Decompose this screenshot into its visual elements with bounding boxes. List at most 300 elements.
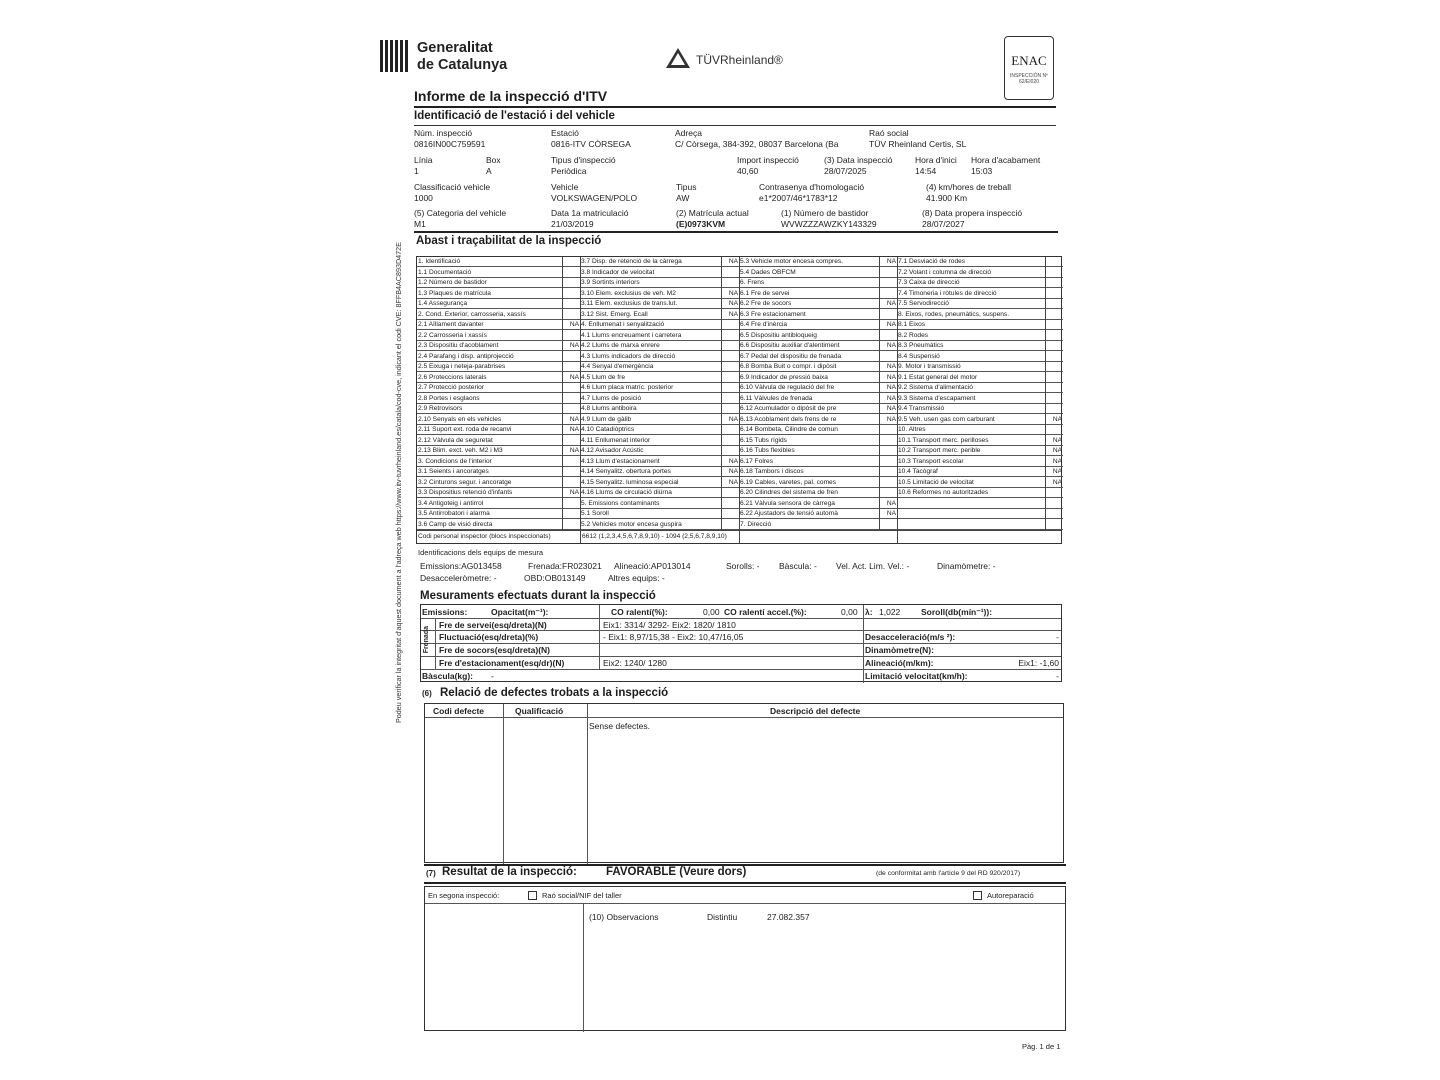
right-measure-label: Alineació(m/km):: [865, 658, 934, 668]
scope-item-na: NA: [886, 394, 896, 402]
scope-item: [897, 383, 1063, 393]
scope-item: [739, 425, 897, 435]
scope-item-na: NA: [1052, 447, 1062, 454]
frenada-label: Frenada: [423, 626, 430, 654]
page-number: Pàg. 1 de 1: [1022, 1042, 1061, 1051]
scope-item: [417, 499, 580, 509]
scope-item-na: NA: [569, 321, 579, 328]
equip-id: Dinamòmetre: -: [937, 561, 996, 571]
scope-item-label: 4.13 Llum d'estacionament: [581, 457, 660, 465]
scope-item-na: NA: [728, 310, 738, 318]
equip-id: Desacceleròmetre: -: [420, 573, 497, 583]
scope-item-na: NA: [886, 499, 896, 507]
scope-item-label: 1. Identificació: [418, 258, 461, 265]
scope-item: [417, 520, 580, 530]
scope-item-label: 6.9 Indicador de pressió baixa: [740, 373, 828, 381]
scope-item-label: 6.7 Pedal del dispositiu de frenada: [740, 352, 842, 360]
scope-item-na: NA: [1052, 468, 1062, 475]
ident-label: Adreça: [675, 128, 702, 138]
scope-item: [739, 415, 897, 425]
ident-label: Línia: [414, 155, 433, 165]
ident-value: A: [486, 166, 492, 176]
ident-value: VOLKSWAGEN/POLO: [551, 193, 638, 203]
scope-item-label: 4.15 Senyalitz. luminosa especial: [581, 478, 679, 486]
ident-label: (5) Categoria del vehicle: [414, 208, 507, 218]
scope-item-na: NA: [569, 489, 579, 496]
scope-item: [417, 394, 580, 404]
scope-item: [897, 457, 1063, 467]
scope-item: [897, 331, 1063, 341]
scope-item: [580, 331, 739, 341]
scope-item-label: 4.10 Catadiòptrics: [581, 426, 635, 433]
distintiu-value: 27.082.357: [767, 912, 810, 922]
scope-item-na: NA: [886, 300, 896, 307]
scope-item: [739, 373, 897, 383]
measurements-box: Emissions: Opacitat(m⁻¹): CO ralentí(%): 0,00 CO ralentí accel.(%): 0,00 λ: 1,022 Soroll(db(mín⁻¹)): Bàscula(kg): - Fre de servei(esq/dreta)(N) Eix1: 3314/ 3292- Eix2: 1820/ 1810 Fluctuació(esq/dreta)(%) - Eix1: 8,97/15,38 - Eix2: 10,47/16,05 Fre de socors(esq/dreta)(N) Fre d'estacionament(esq/dr)(N) Eix2: 1240/ 1280 Desacceleració(m/s ²): - Dinamòmetre(N): Alineació(m/km): Eix1: -1,60 Limitació velocitat(km/h): -: [420, 604, 1062, 682]
brake-measure-value: Eix2: 1240/ 1280: [603, 658, 667, 668]
scope-item-label: 10.6 Reformes no autoritzades: [898, 489, 989, 496]
scope-item: [897, 467, 1063, 477]
scope-item-label: 3.1 Seients i ancoratges: [418, 468, 489, 475]
scope-item-na: NA: [886, 321, 896, 328]
scope-item: [580, 436, 739, 446]
scope-item-label: 2.5 Eixuga i neteja-parabrises: [418, 363, 506, 370]
scope-item: [739, 278, 897, 288]
scope-item-label: 6.6 Dispositiu auxiliar d'alentiment: [740, 342, 840, 349]
scope-item-label: 4.14 Senyalitz. obertura portes: [581, 468, 671, 475]
scope-item: [417, 331, 580, 341]
scope-item: [580, 467, 739, 477]
scope-item: [580, 289, 739, 299]
scope-item-na: NA: [569, 373, 579, 381]
scope-item-label: 9.4 Transmissió: [898, 405, 945, 412]
abast-section-title: Abast i traçabilitat de la inspecció: [416, 235, 602, 247]
brake-measure-value: Eix1: 3314/ 3292- Eix2: 1820/ 1810: [603, 620, 736, 630]
brake-measure-value: - Eix1: 8,97/15,38 - Eix2: 10,47/16,05: [603, 632, 744, 642]
ident-label: (8) Data propera inspecció: [922, 208, 1023, 218]
scope-item-label: 10.4 Tacògraf: [898, 468, 938, 475]
scope-item: [580, 415, 739, 425]
scope-item: [739, 383, 897, 393]
ident-value: 14:54: [915, 166, 937, 176]
scope-column: [417, 257, 580, 543]
autoreparacio-checkbox[interactable]: [973, 891, 982, 900]
scope-item-label: 3.2 Cinturons segur. i ancoratge: [418, 478, 512, 486]
scope-item-label: 2.4 Parafang i disp. antiprojecció: [418, 352, 514, 360]
ident-value: WVWZZZAWZKY143329: [781, 219, 877, 229]
scope-item-label: 5.4 Dades OBFCM: [740, 268, 796, 276]
scope-item: [739, 446, 897, 456]
scope-item: [739, 320, 897, 330]
scope-item: [739, 331, 897, 341]
scope-item: [417, 352, 580, 362]
scope-column: [897, 257, 1063, 543]
ident-value: 1000: [414, 193, 433, 203]
brake-measure-label: Fre de servei(esq/dreta)(N): [439, 620, 547, 630]
scope-item-na: NA: [569, 342, 579, 349]
inspector-code-label: Codi personal inspector (blocs inspeccionats): [418, 533, 551, 540]
ident-label: (4) km/hores de treball: [926, 182, 1012, 192]
scope-item: [897, 278, 1063, 288]
scope-item: [739, 310, 897, 320]
scope-item-label: 3. Condicions de l'interior: [418, 457, 492, 465]
scope-item-na: NA: [886, 373, 896, 381]
scope-item-label: 2.11 Suport ext. roda de recanvi: [418, 426, 512, 433]
scope-item: [739, 467, 897, 477]
ident-label: Box: [486, 155, 501, 165]
equip-id: Sorolls: -: [726, 561, 760, 571]
defects-text: Sense defectes.: [589, 721, 650, 731]
scope-item-label: 8.4 Suspensió: [898, 352, 940, 360]
scope-item-label: 7.3 Caixa de direcció: [898, 279, 960, 286]
scope-item-label: 10. Altres: [898, 426, 926, 433]
scope-item-label: 2.2 Carrosseria i xassís: [418, 331, 487, 339]
scope-item-label: 6.3 Fre estacionament: [740, 310, 806, 318]
ident-value: TÜV Rheinland Certis, SL: [869, 139, 967, 149]
ident-label: Tipus d'inspecció: [551, 155, 616, 165]
scope-item-label: 6.11 Vàlvules de frenada: [740, 394, 813, 402]
observacions-label: (10) Observacions: [589, 912, 659, 922]
ident-label: Classificació vehicle: [414, 182, 491, 192]
result-label: Resultat de la inspecció:: [442, 866, 577, 878]
right-measure-label: Desacceleració(m/s ²):: [865, 632, 956, 642]
scope-item: [417, 509, 580, 519]
scope-item: [739, 478, 897, 488]
distintiu-label: Distintiu: [707, 912, 738, 922]
scope-item-label: 2.7 Protecció posterior: [418, 384, 484, 391]
scope-item: [897, 425, 1063, 435]
equip-id: OBD:OB013149: [524, 573, 586, 583]
scope-item-label: 10.1 Transport merc. perilloses: [898, 436, 989, 444]
equip-id: Alineació:AP013014: [614, 561, 691, 571]
scope-item-label: 8.2 Rodes: [898, 331, 929, 339]
ident-value: 41.900 Km: [926, 193, 968, 203]
scope-item-label: 6.8 Bomba Buit o compr. i dipòsit: [740, 363, 837, 370]
inspector-code-values: 6612 (1,2,3,4,5,6,7,8,9,10) - 1094 (2,5,6,7,8,9,10): [582, 533, 727, 540]
scope-item: [580, 299, 739, 309]
scope-item: [417, 488, 580, 498]
ident-label: Vehicle: [551, 182, 579, 192]
scope-item: [739, 299, 897, 309]
ident-value: Periòdica: [551, 166, 587, 176]
scope-item: [897, 415, 1063, 425]
ident-value: 40,60: [737, 166, 759, 176]
ident-label: Tipus: [676, 182, 697, 192]
scope-item-label: 10.5 Limitació de velocitat: [898, 478, 974, 486]
scope-item: [739, 436, 897, 446]
scope-item: [417, 310, 580, 320]
scope-item: [580, 362, 739, 372]
scope-item-na: NA: [886, 258, 896, 265]
brake-measure-label: Fre d'estacionament(esq/dr)(N): [439, 658, 565, 668]
equip-id: Altres equips: -: [608, 573, 665, 583]
ident-label: Núm. inspecció: [414, 128, 473, 138]
scope-item: [739, 394, 897, 404]
right-measure-label: Dinamòmetre(N):: [865, 645, 934, 655]
scope-item: [897, 362, 1063, 372]
scope-item: [897, 520, 1063, 530]
scope-item: [417, 373, 580, 383]
scope-item-label: 4.6 Llum placa matríc. posterior: [581, 384, 674, 391]
ident-value: 21/03/2019: [551, 219, 594, 229]
scope-item: [580, 257, 739, 267]
scope-item-label: 4.11 Enllumenat interior: [581, 436, 651, 444]
scope-item-na: NA: [886, 510, 896, 517]
scope-item: [897, 394, 1063, 404]
scope-item: [580, 278, 739, 288]
ident-label: (1) Número de bastidor: [781, 208, 869, 218]
side-verification-note: Podeu verificar la integritat d'aquest document a l'adreça web https://www.itv-tuvrheinland.es/catala/cod-cve, indicant el codi CVE: 8FFB4AC893D472E: [394, 242, 403, 723]
scope-item-label: 2.8 Portes i esglaons: [418, 394, 480, 402]
right-measure-label: Limitació velocitat(km/h):: [865, 671, 968, 681]
scope-item-na: NA: [728, 415, 738, 423]
equip-id: Emissions:AG013458: [420, 561, 502, 571]
scope-item-na: NA: [1052, 478, 1062, 486]
ident-value: (E)0973KVM: [676, 219, 726, 229]
ident-label: Data 1a matriculació: [551, 208, 629, 218]
ident-label: Contrasenya d'homologació: [759, 182, 865, 192]
scope-item-label: 2. Cond. Exterior, carrosseria, xassís: [418, 310, 526, 318]
scope-item-label: 10.3 Transport escolar: [898, 457, 964, 465]
scope-item: [417, 341, 580, 351]
scope-item-label: 8. Eixos, rodes, pneumàtics, suspens.: [898, 310, 1010, 318]
scope-item-label: 6.10 Vàlvula de regulació del fre: [740, 384, 835, 391]
scope-item: [897, 299, 1063, 309]
scope-item: [417, 404, 580, 414]
scope-item: [897, 310, 1063, 320]
ident-label: Hora d'inici: [915, 155, 957, 165]
scope-item-label: 4.16 Llums de circulació diürna: [581, 489, 672, 496]
scope-item-label: 4.8 Llums antiboira: [581, 405, 637, 412]
scope-item-label: 6.17 Folres: [740, 457, 773, 465]
defects-col-desc: Descripció del defecte: [770, 706, 861, 716]
defects-col-code: Codi defecte: [433, 706, 485, 716]
scope-item-label: 2.6 Proteccions laterals: [418, 373, 487, 381]
scope-item: [417, 425, 580, 435]
ident-value: 28/07/2025: [824, 166, 867, 176]
scope-item: [580, 478, 739, 488]
scope-item-label: 1.3 Plaques de matrícula: [418, 289, 491, 297]
scope-item-label: 3.6 Camp de visió directa: [418, 520, 493, 528]
scope-item-label: 6.14 Bombeta, Cilindre de comun: [740, 426, 838, 433]
scope-item-label: 1.1 Documentació: [418, 268, 472, 276]
scope-item-na: NA: [569, 426, 579, 433]
scope-item: [897, 488, 1063, 498]
equip-id: Vel. Act. Lim. Vel.: -: [836, 561, 910, 571]
scope-item: [580, 352, 739, 362]
scope-item-label: 1.2 Número de bastidor: [418, 279, 487, 286]
scope-item: [417, 299, 580, 309]
scope-item-label: 6.5 Dispositiu antibloqueig: [740, 331, 817, 339]
right-measure-value: -: [1056, 632, 1059, 642]
right-measure-value: -: [1056, 671, 1059, 681]
scope-item-label: 6.12 Acumulador o dipòsit de pre: [740, 405, 837, 412]
scope-item-na: NA: [569, 447, 579, 454]
scope-item: [417, 362, 580, 372]
scope-item: [417, 268, 580, 278]
scope-item: [417, 446, 580, 456]
ident-label: Import inspecció: [737, 155, 799, 165]
scope-item: [739, 362, 897, 372]
scope-item-label: 4. Enllumenat i senyalització: [581, 321, 665, 328]
scope-item-na: NA: [1052, 415, 1062, 423]
scope-item: [739, 457, 897, 467]
scope-item: [580, 373, 739, 383]
scope-item: [580, 520, 739, 530]
scope-item: [417, 289, 580, 299]
ident-value: AW: [676, 193, 690, 203]
scope-item: [739, 268, 897, 278]
scope-item: [739, 341, 897, 351]
scope-item: [739, 499, 897, 509]
scope-item: [897, 373, 1063, 383]
scope-item-label: 4.12 Avisador Acústic: [581, 447, 644, 454]
generalitat-bars-icon: [380, 40, 410, 72]
scope-item-label: 8.1 Eixos: [898, 321, 926, 328]
scope-item: [897, 509, 1063, 519]
scope-item: [580, 383, 739, 393]
scope-item: [417, 383, 580, 393]
scope-item-label: 2.1 Aïllament davanter: [418, 321, 484, 328]
scope-item: [580, 404, 739, 414]
scope-item-label: 9.5 Veh. usen gas com carburant: [898, 415, 995, 423]
scope-item-label: 3.3 Dispositius retenció d'infants: [418, 489, 513, 496]
scope-item: [417, 478, 580, 488]
scope-item-na: NA: [886, 384, 896, 391]
scope-item: [580, 446, 739, 456]
scope-item: [897, 320, 1063, 330]
scope-item-na: NA: [1052, 457, 1062, 465]
scope-item-label: 5.3 Vehicle motor encesa compres.: [740, 258, 843, 265]
ident-label: Estació: [551, 128, 579, 138]
scope-item: [580, 310, 739, 320]
scope-item-label: 7. Direcció: [740, 520, 772, 528]
ident-label: Hora d'acabament: [971, 155, 1041, 165]
equip-id: Bàscula: -: [779, 561, 817, 571]
brake-measure-label: Fluctuació(esq/dreta)(%): [439, 632, 539, 642]
scope-item: [580, 268, 739, 278]
ident-value: 0816-ITV CÒRSEGA: [551, 139, 631, 149]
scope-item-na: NA: [728, 478, 738, 486]
scope-item: [897, 257, 1063, 267]
scope-item: [897, 436, 1063, 446]
scope-item: [417, 257, 580, 267]
defects-table: [424, 703, 1064, 863]
document-title: Informe de la inspecció d'ITV: [414, 88, 608, 104]
scope-item-label: 6.1 Fre de servei: [740, 289, 790, 297]
scope-item-label: 6.20 Cilindres del sistema de fren: [740, 489, 838, 496]
generalitat-logo: Generalitat de Catalunya: [380, 40, 530, 76]
scope-item-label: 7.5 Servodirecció: [898, 300, 949, 307]
scope-item-label: 6.22 Ajustadors de tensió automà: [740, 510, 838, 517]
scope-item: [897, 478, 1063, 488]
scope-item-label: 4.5 Llum de fre: [581, 373, 625, 381]
scope-item: [417, 278, 580, 288]
scope-item-label: 5.2 Vehicles motor encesa guspira: [581, 520, 682, 528]
scope-item-label: 7.2 Volant i columna de direcció: [898, 268, 992, 276]
scope-item-label: 9. Motor i transmissió: [898, 363, 961, 370]
scope-item-na: NA: [728, 300, 738, 307]
mesures-section-title: Mesuraments efectuats durant la inspecció: [420, 590, 656, 602]
scope-item: [897, 446, 1063, 456]
ident-label: (3) Data inspecció: [824, 155, 893, 165]
scope-item-na: NA: [1052, 436, 1062, 444]
scope-item-label: 3.12 Sist. Emerg. Ecall: [581, 310, 648, 318]
result-value: FAVORABLE (Veure dors): [606, 866, 747, 878]
scope-item: [417, 415, 580, 425]
equips-label: Identificacions dels equips de mesura: [418, 548, 544, 557]
scope-item-label: 4.3 Llums indicadors de direcció: [581, 352, 676, 360]
scope-item: [417, 436, 580, 446]
scope-item-label: 4.1 Llums encreuament i carretera: [581, 331, 682, 339]
scope-item-label: 6.16 Tubs flexibles: [740, 447, 795, 454]
defects-col-qualif: Qualificació: [515, 706, 564, 716]
scope-item: [739, 520, 897, 530]
scope-item-label: 9.2 Sistema d'alimentació: [898, 384, 973, 391]
scope-item-label: 3.8 Indicador de velocitat: [581, 268, 655, 276]
scope-item-na: NA: [728, 457, 738, 465]
brake-measure-label: Fre de socors(esq/dreta)(N): [439, 645, 550, 655]
scope-item-label: 6.15 Tubs rígids: [740, 436, 787, 444]
scope-item-label: 6. Frens: [740, 279, 765, 286]
scope-item-label: 4.2 Llums de marxa enrere: [581, 342, 660, 349]
result-note: (de conformitat amb l'article 9 del RD 920/2017): [876, 870, 1021, 877]
scope-item: [897, 268, 1063, 278]
scope-item-na: NA: [886, 342, 896, 349]
scope-item-na: NA: [728, 289, 738, 297]
scope-item-label: 9.3 Sistema d'escapament: [898, 394, 976, 402]
scope-item: [897, 499, 1063, 509]
scope-item: [580, 499, 739, 509]
second-inspection-box: En segona inspecció: Raó social/NIF del taller Autoreparació (10) Observacions Distintiu 27.082.357: [424, 886, 1066, 1031]
ident-label: (2) Matrícula actual: [676, 208, 749, 218]
scope-item-label: 7.4 Timoneria i ròtules de direcció: [898, 289, 997, 297]
scope-item: [417, 320, 580, 330]
ident-value: e1*2007/46*1783*12: [759, 193, 838, 203]
scope-item-na: NA: [886, 405, 896, 412]
scope-item: [897, 289, 1063, 299]
scope-item-label: 2.3 Dispositiu d'acoblament: [418, 342, 499, 349]
scope-item-label: 2.13 Blim. exct. veh. M2 i M3: [418, 447, 503, 454]
scope-item: [580, 509, 739, 519]
ident-value: C/ Còrsega, 384-392, 08037 Barcelona (Ba: [675, 139, 839, 149]
scope-item-label: 3.4 Antigoteig i antirrol: [418, 499, 484, 507]
scope-item-label: 6.2 Fre de socors: [740, 300, 792, 307]
ident-value: 28/07/2027: [922, 219, 965, 229]
ident-value: M1: [414, 219, 426, 229]
tuv-logo: TÜVRheinland®: [666, 48, 806, 72]
segona-checkbox[interactable]: [528, 891, 537, 900]
scope-item: [897, 404, 1063, 414]
ident-value: 0816IN00C759591: [414, 139, 486, 149]
scope-item: [580, 320, 739, 330]
enac-seal: ENAC INSPECCIÓN Nº 62/EI020: [1004, 36, 1054, 100]
scope-item: [580, 425, 739, 435]
scope-item-label: 2.9 Retrovisors: [418, 405, 463, 412]
scope-item: [739, 509, 897, 519]
scope-item: [739, 289, 897, 299]
scope-item: [897, 352, 1063, 362]
scope-item: [417, 467, 580, 477]
ident-value: 15:03: [971, 166, 993, 176]
scope-item-na: NA: [569, 415, 579, 423]
scope-item: [580, 341, 739, 351]
scope-item-label: 5. Emissions contaminants: [581, 499, 660, 507]
scope-item-label: 6.4 Fre d'inèrcia: [740, 321, 788, 328]
scope-item: [739, 352, 897, 362]
ident-label: Raó social: [869, 128, 909, 138]
scope-item-label: 3.9 Sortints interiors: [581, 279, 640, 286]
